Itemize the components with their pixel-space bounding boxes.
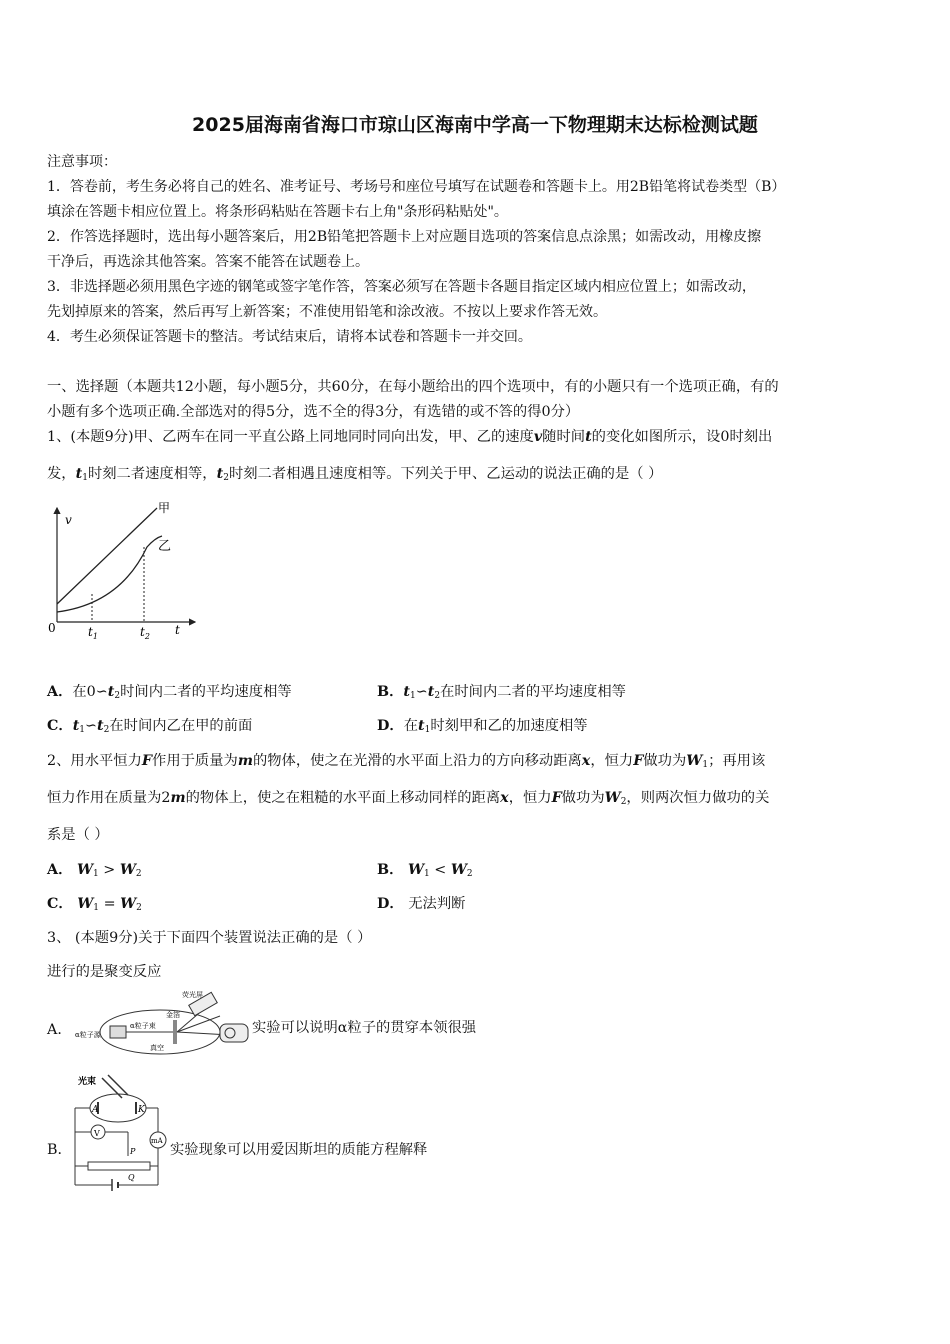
q1-option-c[interactable]: C．$t_1∽t_2$在时间内乙在甲的前面 [47,718,253,735]
question-1-line-2: 发，$t_1$时刻二者速度相等，$t_2$时刻二者相遇且速度相等。下列关于甲、乙运动的说法正确的是（ ） [47,466,663,483]
svg-text:α粒子束: α粒子束 [130,1022,156,1030]
svg-text:P: P [130,1147,136,1156]
x-axis-label: t [175,623,180,637]
q2-option-a[interactable]: A． $W_1 > W_2$ [47,862,142,879]
svg-text:Q: Q [128,1173,135,1182]
svg-text:荧光屏: 荧光屏 [182,991,203,999]
question-2-line-1: 2、用水平恒力F作用于质量为m的物体，使之在光滑的水平面上沿力的方向移动距离x，恒力F做功为$W_1$；再用该 [47,753,766,770]
q3-option-b-text[interactable]: 实验现象可以用爱因斯坦的质能方程解释 [170,1142,428,1158]
detector [220,1024,248,1042]
svg-text:金箔: 金箔 [166,1011,180,1019]
q2-option-c[interactable]: C． $W_1 = W_2$ [47,896,142,913]
photoelectric-circuit-figure [70,1070,170,1195]
question-3-line: 3、 (本题9分)关于下面四个装置说法正确的是（ ） [47,930,372,946]
notice-line: 干净后，再选涂其他答案。答案不能答在试题卷上。 [47,254,369,270]
question-1-line-1: 1、(本题9分)甲、乙两车在同一平直公路上同地同时同向出发，甲、乙的速度v随时间t的变化如图所示，设0时刻出 [47,429,773,445]
svg-text:K: K [138,1105,145,1115]
velocity-time-graph [45,500,215,650]
q2-option-b[interactable]: B． $W_1 < W_2$ [377,862,473,879]
notice-line: 填涂在答题卡相应位置上。将条形码粘贴在答题卡右上角"条形码粘贴处"。 [47,204,508,220]
question-3-subline: 进行的是聚变反应 [47,964,162,980]
q1-option-b[interactable]: B．$t_1∽t_2$在时间内二者的平均速度相等 [377,684,626,701]
notice-line: 2．作答选择题时，选出每小题答案后，用2B铅笔把答题卡上对应题目选项的答案信息点涂黑；如需改动，用橡皮擦 [47,229,762,245]
question-2-line-2: 恒力作用在质量为2m的物体上，使之在粗糙的水平面上移动同样的距离x，恒力F做功为$W_2$，则两次恒力做功的关 [47,790,770,807]
q1-option-a[interactable]: A．在$0∽t_2$时间内二者的平均速度相等 [47,684,292,701]
question-2-line-3: 系是（ ） [47,827,109,843]
section-heading-cont: 小题有多个选项正确.全部选对的得5分，选不全的得3分，有选错的或不答的得0分） [47,404,580,420]
notice-heading: 注意事项： [47,154,117,170]
q2-option-d[interactable]: D． 无法判断 [377,896,466,912]
notice-line: 先划掉原来的答案，然后再写上新答案；不准使用铅笔和涂改液。不按以上要求作答无效。 [47,304,607,320]
label-jia: 甲 [158,501,171,515]
svg-text:光束: 光束 [78,1077,97,1087]
svg-text:V: V [94,1129,100,1138]
page-title: 2025届海南省海口市琼山区海南中学高一下物理期末达标检测试题 [192,114,758,136]
rheostat [88,1162,150,1170]
gold-foil [173,1020,177,1044]
notice-line: 4．考生必须保证答题卡的整洁。考试结束后，请将本试卷和答题卡一并交回。 [47,329,532,345]
notice-line: 1．答卷前，考生务必将自己的姓名、准考证号、考场号和座位号填写在试题卷和答题卡上。用2B铅笔将试卷类型（B） [47,179,786,195]
tick-t2: $t_2$ [140,625,150,641]
tick-t1: $t_1$ [88,625,98,641]
q1-option-d[interactable]: D．在$t_1$时刻甲和乙的加速度相等 [377,718,588,735]
y-axis-label: v [65,513,72,527]
q3-option-a-letter[interactable]: A． [47,1022,72,1038]
label-yi: 乙 [158,539,172,554]
svg-text:α粒子源: α粒子源 [75,1031,101,1039]
origin-label: 0 [48,621,56,635]
svg-text:A: A [92,1105,99,1115]
q3-option-b-letter[interactable]: B． [47,1142,72,1158]
alpha-scattering-figure [70,990,255,1060]
notice-line: 3．非选择题必须用黑色字迹的钢笔或签字笔作答，答案必须写在答题卡各题目指定区域内相应位置上；如需改动， [47,279,756,295]
curve-yi [57,536,162,612]
svg-text:真空: 真空 [150,1044,164,1052]
svg-text:mA: mA [151,1137,163,1145]
section-heading: 一、选择题（本题共12小题，每小题5分，共60分，在每小题给出的四个选项中，有的小题只有一个选项正确，有的 [47,379,779,395]
alpha-source [110,1026,126,1038]
q3-option-a-text[interactable]: 实验可以说明α粒子的贯穿本领很强 [252,1020,477,1036]
